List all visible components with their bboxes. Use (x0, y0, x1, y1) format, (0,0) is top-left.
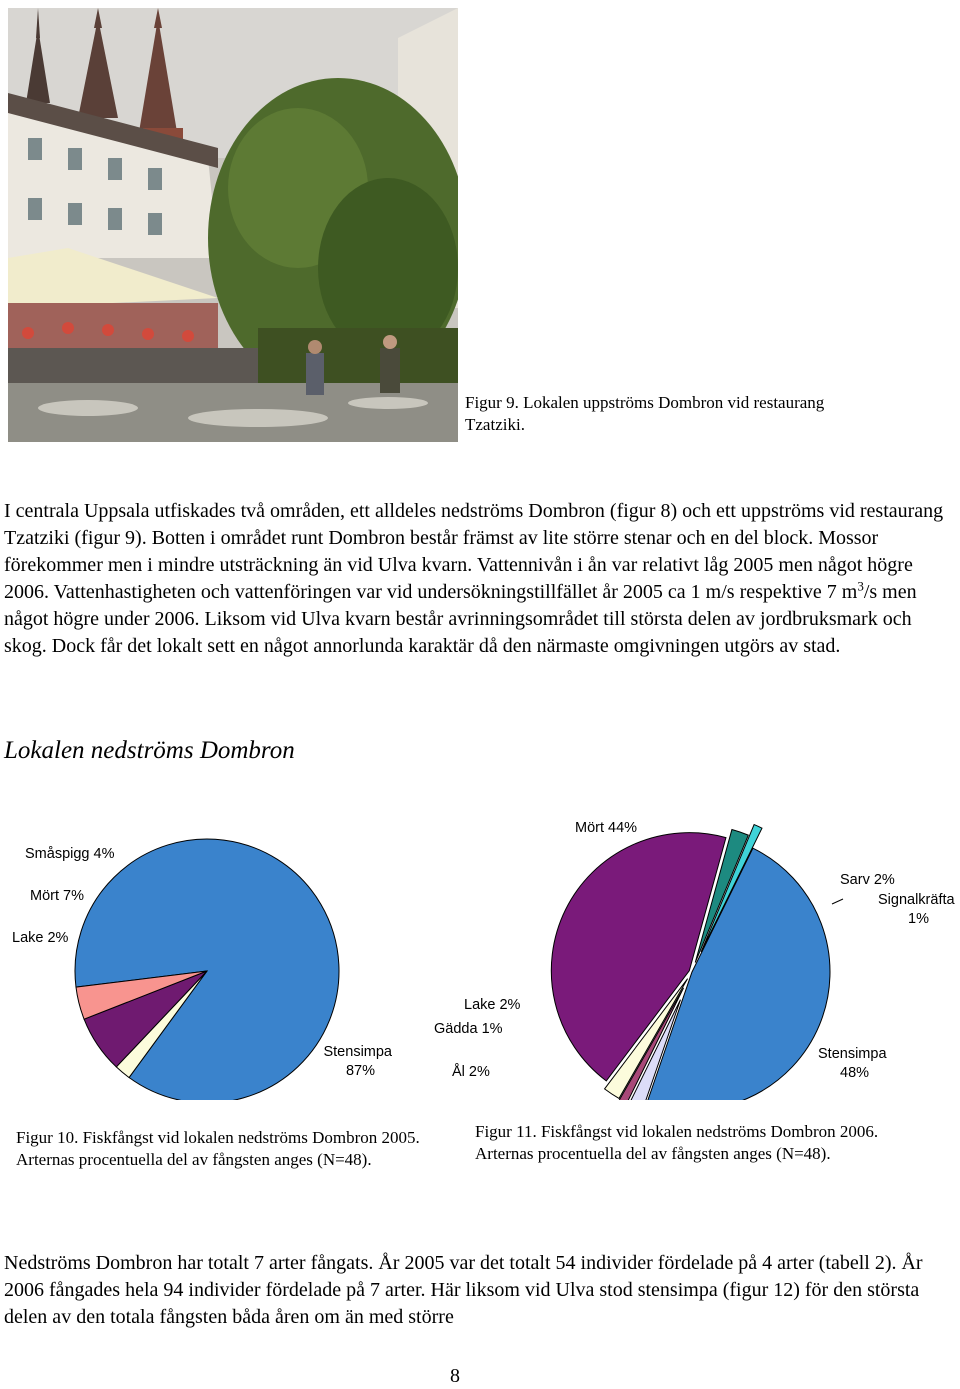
label-stensimpa-pct-2005: 87% (345, 1063, 375, 1079)
figure-9-caption: Figur 9. Lokalen uppströms Dombron vid restaurang Tzatziki. (465, 393, 825, 434)
photo-illustration (8, 8, 458, 442)
label-smaspigg-2005: Småspigg 4% (25, 846, 115, 862)
label-mort-2005: Mört 7% (30, 888, 84, 904)
figure-11-caption: Figur 11. Fiskfångst vid lokalen nedströms Dombron 2006. Arternas procentuella del av fångsten anges (N=48). (475, 1122, 879, 1163)
label-signalkrafta-name-2006: Signalkräfta (878, 892, 955, 908)
label-stensimpa-pct-2006: 48% (840, 1065, 870, 1081)
label-lake-2006: Lake 2% (464, 997, 521, 1013)
label-stensimpa-name-2006: Stensimpa (818, 1046, 887, 1062)
label-gadda-2006: Gädda 1% (434, 1021, 503, 1037)
label-stensimpa-name-2005: Stensimpa (323, 1044, 392, 1060)
leader-signalkrafta (832, 899, 843, 904)
label-lake-2005: Lake 2% (12, 930, 69, 946)
superscript-3: 3 (857, 578, 864, 594)
figure-9-photo (8, 8, 458, 442)
label-al-2006: Ål 2% (452, 1064, 490, 1080)
figure-10-caption: Figur 10. Fiskfångst vid lokalen nedströms Dombron 2005. Arternas procentuella del av fångsten anges (N=48). (16, 1128, 420, 1169)
pie-2006-slices (551, 825, 830, 1100)
label-signalkrafta-pct-2006: 1% (908, 911, 929, 927)
paragraph-1-part-1: I centrala Uppsala utfiskades två områden, ett alldeles nedströms Dombron (figur 8) och ett uppströms vid restaurang Tzatziki (figur 9). Botten i området runt Dombron består främst av lite större stenar och en del block. Mossor förekommer men i mindre utsträckning än vid Ulva kvarn. Vattennivån i ån var relativt låg 2005 men något högre 2006. Vattenhastigheten och vattenföringen var vid undersökningstillfället år 2005 ca 1 m/s respektive 7 m (4, 500, 944, 603)
label-mort-2006: Mört 44% (575, 820, 638, 836)
pie-chart-2005 (0, 800, 440, 1100)
pie-2005-slices (75, 839, 339, 1100)
pie-chart-2006 (420, 800, 960, 1100)
label-sarv-2006: Sarv 2% (840, 872, 895, 888)
section-heading: Lokalen nedströms Dombron (4, 737, 295, 764)
body-paragraph-1 (4, 498, 949, 660)
page-number: 8 (450, 1365, 460, 1387)
body-paragraph-2: Nedströms Dombron har totalt 7 arter fångats. År 2005 var det totalt 54 individer fördelade på 4 arter (tabell 2). År 2006 fångades hela 94 individer fördelade på 7 arter. Här liksom vid Ulva stod stensimpa (figur 12) för den största delen av den totala fångsten båda åren om än med större (4, 1252, 923, 1328)
paragraph-1-part-2: /s men något högre under 2006. Liksom vid Ulva kvarn består avrinningsområdet till största delen av jordbruksmark och skog. Dock får det lokalt sett en något annorlunda karaktär då den närmaste omgivningen utgörs av stad. (4, 581, 917, 657)
